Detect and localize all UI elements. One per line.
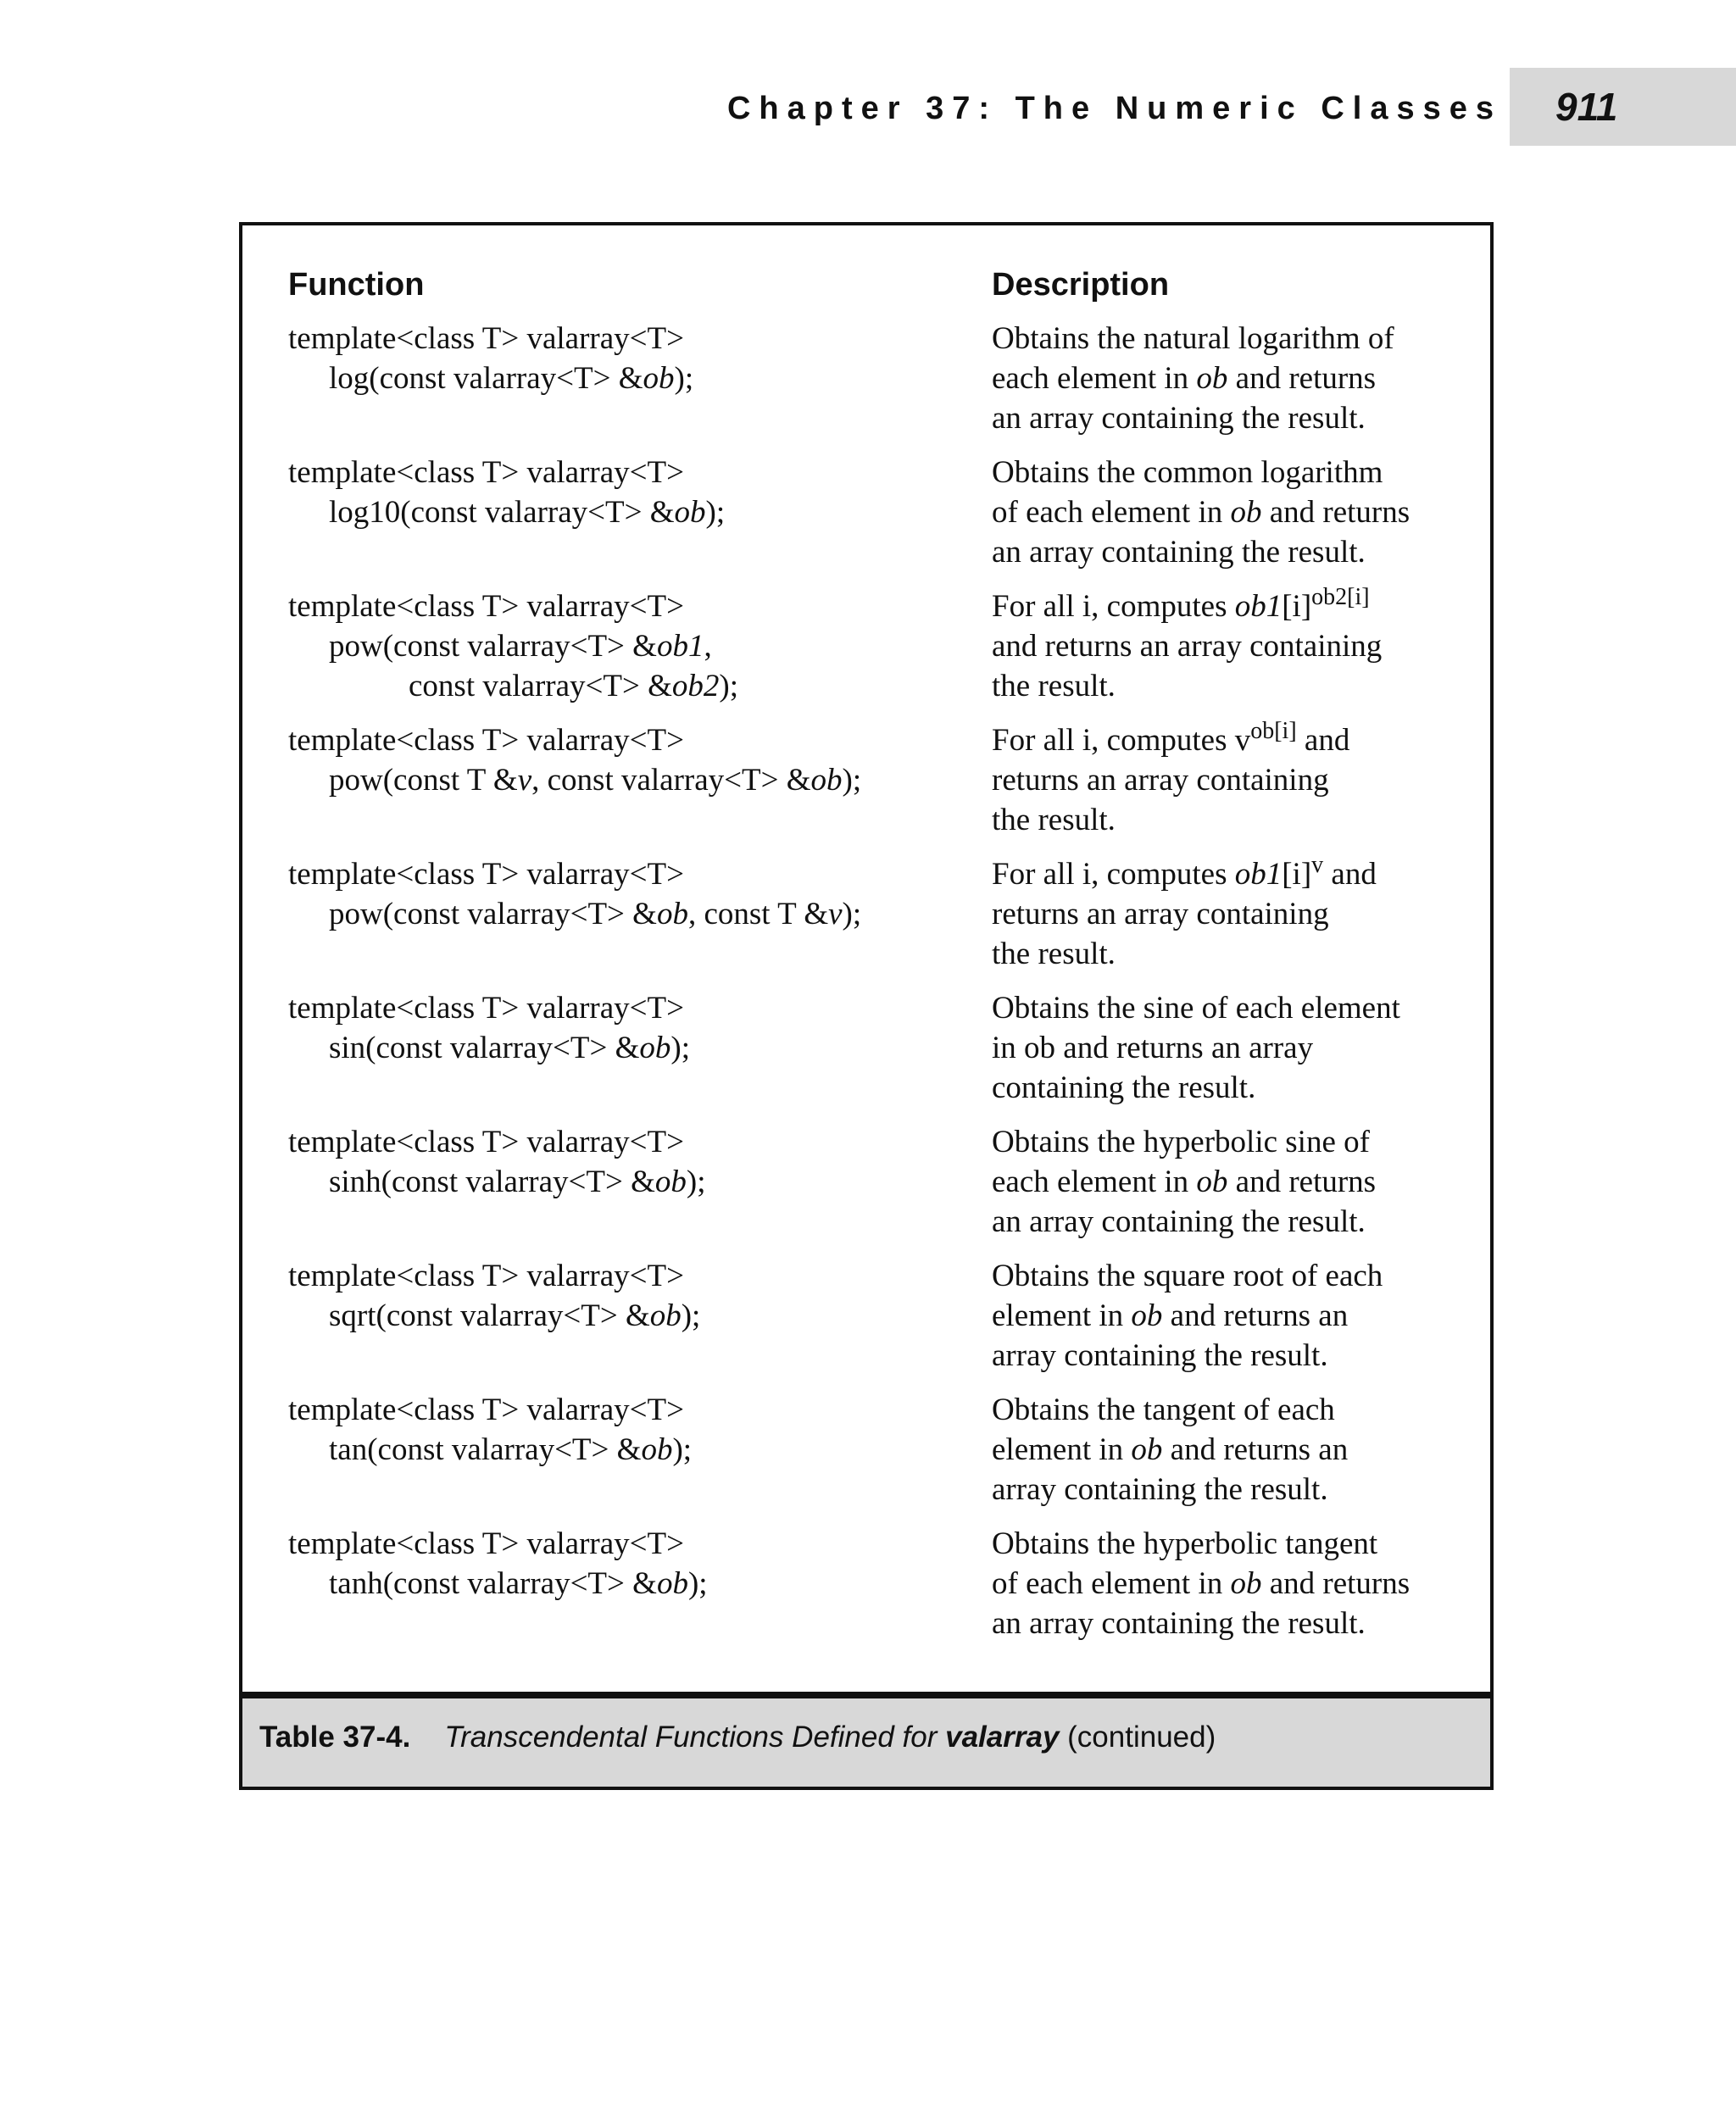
- description-line: each element in ob and returns: [992, 361, 1377, 396]
- description-line: in ob and returns an array: [992, 1031, 1314, 1065]
- signature-line: pow(const valarray<T> &ob, const T &v);: [329, 897, 862, 931]
- description-line: the result.: [992, 937, 1116, 971]
- function-signature: [288, 1256, 966, 1336]
- description-line: Obtains the hyperbolic sine of: [992, 1125, 1370, 1159]
- description-line: element in ob and returns an: [992, 1432, 1349, 1467]
- function-signature: [288, 1524, 966, 1604]
- function-signature: [288, 854, 966, 934]
- description-line: an array containing the result.: [992, 535, 1366, 570]
- description-line: Obtains the tangent of each: [992, 1393, 1335, 1427]
- description-line: each element in ob and returns: [992, 1165, 1377, 1199]
- function-table: [239, 222, 1494, 1790]
- description-line: Obtains the hyperbolic tangent: [992, 1526, 1378, 1561]
- description-line: array containing the result.: [992, 1472, 1328, 1507]
- function-description: [992, 1122, 1483, 1242]
- signature-line: tan(const valarray<T> &ob);: [329, 1432, 693, 1467]
- table-caption: [242, 1692, 1490, 1787]
- function-description: [992, 1390, 1483, 1509]
- signature-line: template<class T> valarray<T>: [288, 1125, 684, 1159]
- function-description: [992, 1524, 1483, 1643]
- function-description: [992, 1256, 1483, 1376]
- description-line: of each element in ob and returns: [992, 1566, 1410, 1601]
- signature-line: pow(const valarray<T> &ob1,: [329, 629, 712, 664]
- caption-text: Transcendental Functions Defined for: [444, 1721, 938, 1754]
- signature-line: template<class T> valarray<T>: [288, 1526, 684, 1561]
- function-description: [992, 584, 1483, 706]
- description-line: returns an array containing: [992, 763, 1329, 798]
- caption-label: Table 37-4.: [259, 1721, 411, 1754]
- running-head: Chapter 37: The Numeric Classes: [726, 91, 1502, 126]
- description-line: returns an array containing: [992, 897, 1329, 931]
- description-line: and returns an array containing: [992, 629, 1383, 664]
- function-signature: [288, 453, 966, 532]
- column-header-function: Function: [288, 267, 425, 303]
- signature-line: const valarray<T> &ob2);: [409, 669, 739, 703]
- signature-line: template<class T> valarray<T>: [288, 1393, 684, 1427]
- signature-line: template<class T> valarray<T>: [288, 321, 684, 356]
- description-line: Obtains the common logarithm: [992, 455, 1383, 490]
- description-line: For all i, computes $ob1[i]^{ob2[i]}$: [992, 584, 1370, 624]
- function-signature: [288, 1390, 966, 1470]
- function-signature: [288, 988, 966, 1068]
- signature-line: template<class T> valarray<T>: [288, 991, 684, 1026]
- description-line: an array containing the result.: [992, 401, 1366, 436]
- signature-line: template<class T> valarray<T>: [288, 1259, 684, 1293]
- function-description: [992, 319, 1483, 438]
- caption-continued: (continued): [1067, 1721, 1216, 1754]
- description-line: containing the result.: [992, 1070, 1256, 1105]
- description-line: Obtains the natural logarithm of: [992, 321, 1394, 356]
- description-line: an array containing the result.: [992, 1606, 1366, 1641]
- signature-line: template<class T> valarray<T>: [288, 723, 684, 758]
- signature-line: tanh(const valarray<T> &ob);: [329, 1566, 708, 1601]
- description-line: the result.: [992, 803, 1116, 837]
- signature-line: log(const valarray<T> &ob);: [329, 361, 694, 396]
- description-line: array containing the result.: [992, 1338, 1328, 1373]
- description-line: of each element in ob and returns: [992, 495, 1410, 530]
- function-signature: [288, 319, 966, 398]
- description-line: element in ob and returns an: [992, 1298, 1349, 1333]
- column-header-description: Description: [992, 267, 1170, 303]
- signature-line: pow(const T &v, const valarray<T> &ob);: [329, 763, 862, 798]
- signature-line: sinh(const valarray<T> &ob);: [329, 1165, 706, 1199]
- description-line: an array containing the result.: [992, 1204, 1366, 1239]
- signature-line: sqrt(const valarray<T> &ob);: [329, 1298, 701, 1333]
- description-line: Obtains the sine of each element: [992, 991, 1400, 1026]
- function-signature: [288, 587, 966, 706]
- signature-line: template<class T> valarray<T>: [288, 455, 684, 490]
- caption-term: valarray: [945, 1721, 1060, 1754]
- description-line: the result.: [992, 669, 1116, 703]
- description-line: For all i, computes $v^{ob[i]}$ and: [992, 718, 1350, 758]
- signature-line: sin(const valarray<T> &ob);: [329, 1031, 691, 1065]
- page-number: 911: [1555, 85, 1618, 129]
- function-description: [992, 453, 1483, 572]
- function-signature: [288, 720, 966, 800]
- description-line: For all i, computes $ob1[i]^v$ and: [992, 852, 1377, 892]
- signature-line: template<class T> valarray<T>: [288, 857, 684, 892]
- function-description: [992, 720, 1483, 840]
- function-description: [992, 854, 1483, 974]
- description-line: Obtains the square root of each: [992, 1259, 1383, 1293]
- signature-line: log10(const valarray<T> &ob);: [329, 495, 726, 530]
- signature-line: template<class T> valarray<T>: [288, 589, 684, 624]
- function-signature: [288, 1122, 966, 1202]
- page-number-tab: [1510, 68, 1736, 146]
- function-description: [992, 988, 1483, 1108]
